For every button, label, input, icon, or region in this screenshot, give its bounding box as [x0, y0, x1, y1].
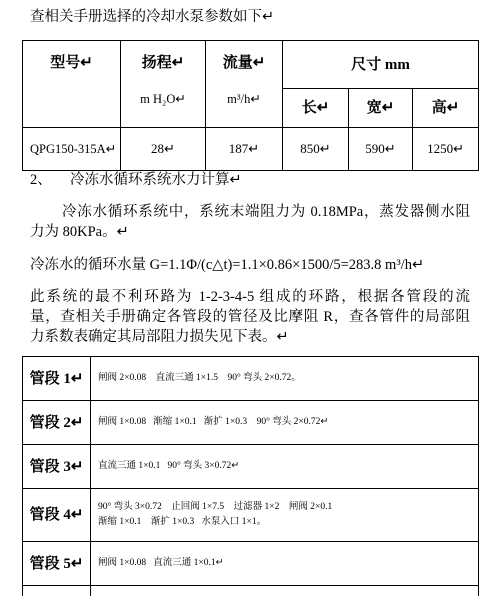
segment-label: 管段 3↵	[23, 445, 91, 489]
fittings-cell	[91, 586, 479, 596]
table-row-partial	[23, 586, 479, 596]
header-model-label: 型号↵	[50, 55, 93, 71]
fittings-cell	[91, 542, 479, 586]
table-row	[23, 357, 479, 401]
header-width-label: 宽↵	[366, 100, 395, 116]
fittings-cell	[91, 489, 479, 542]
segment-label: 管段 5↵	[23, 542, 91, 586]
pump-header-row	[23, 41, 479, 89]
header-flow-label: 流量↵	[222, 55, 266, 71]
pump-spec-table	[22, 40, 479, 171]
fittings-cell	[91, 445, 479, 489]
fittings-text: 闸阀 2×0.08 直流三通 1×1.5 90° 弯头 2×0.72。	[98, 373, 301, 383]
header-head-unit: m H₂O↵	[140, 92, 186, 106]
resistance-paragraph-line: 冷冻水循环系统中，系统末端阻力为 0.18MPa，蒸发器侧水阻	[62, 204, 470, 220]
width-value: 590↵	[349, 128, 413, 171]
table-row	[23, 445, 479, 489]
intro-text: 查相关手册选择的冷却水泵参数如下↵	[30, 9, 275, 25]
segment-label: 管段 2↵	[23, 401, 91, 445]
header-width-cell	[349, 89, 413, 128]
model-value: QPG150-315A↵	[23, 128, 121, 171]
resistance-paragraph-line: 力为 80KPa。↵	[30, 224, 129, 240]
header-head-cell	[121, 41, 206, 128]
loop-paragraph-line: 量，查相关手册确定各管段的管径及比摩阻 R，查各管件的局部阻	[30, 309, 470, 325]
fittings-text: 闸阀 1×0.08 渐缩 1×0.1 渐扩 1×0.3 90° 弯头 2×0.72↵	[98, 417, 329, 427]
header-height-cell	[413, 89, 479, 128]
loop-paragraph-line: 力系数表确定其局部阻力损失见下表。↵	[30, 329, 289, 345]
header-size-cell	[283, 41, 479, 89]
segment-label: 管段 1↵	[23, 357, 91, 401]
fittings-text: 90° 弯头 3×0.72 止回阀 1×7.5 过滤器 1×2 闸阀 2×0.1	[98, 502, 333, 512]
table-row	[23, 489, 479, 542]
header-flow-cell	[206, 41, 283, 128]
header-length-cell	[283, 89, 349, 128]
flow-rate-formula: 冷冻水的循环水量 G=1.1Φ/(c△t)=1.1×0.86×1500/5=283.8 m³/h↵	[30, 257, 425, 273]
header-length-label: 长↵	[301, 100, 330, 116]
segment-label: 管段 4↵	[23, 489, 91, 542]
loop-paragraph-line: 此系统的最不利环路为 1-2-3-4-5 组成的环路，根据各管段的流	[30, 289, 470, 305]
fittings-text: 闸阀 1×0.08 直流三通 1×0.1↵	[98, 558, 224, 568]
header-size-label: 尺寸 mm	[351, 56, 410, 73]
pipe-loss-table	[22, 356, 479, 596]
header-height-label: 高↵	[431, 100, 460, 116]
fittings-text: 直流三通 1×0.1 90° 弯头 3×0.72↵	[98, 461, 240, 471]
flow-value: 187↵	[206, 128, 283, 171]
length-value: 850↵	[283, 128, 349, 171]
height-value: 1250↵	[413, 128, 479, 171]
fittings-cell	[91, 401, 479, 445]
section-title: 冷冻水循环系统水力计算↵	[70, 172, 242, 188]
fittings-text: 渐缩 1×0.1 渐扩 1×0.3 水泵入口 1×1。	[98, 517, 267, 527]
fittings-cell	[91, 357, 479, 401]
table-row	[23, 542, 479, 586]
header-model-cell	[23, 41, 121, 128]
header-flow-unit: m³/h↵	[227, 92, 261, 106]
segment-label-cell	[23, 586, 91, 596]
section-number: 2、	[30, 172, 52, 188]
pump-data-row	[23, 128, 479, 171]
header-head-label: 扬程↵	[141, 55, 185, 71]
table-row	[23, 401, 479, 445]
head-value: 28↵	[121, 128, 206, 171]
